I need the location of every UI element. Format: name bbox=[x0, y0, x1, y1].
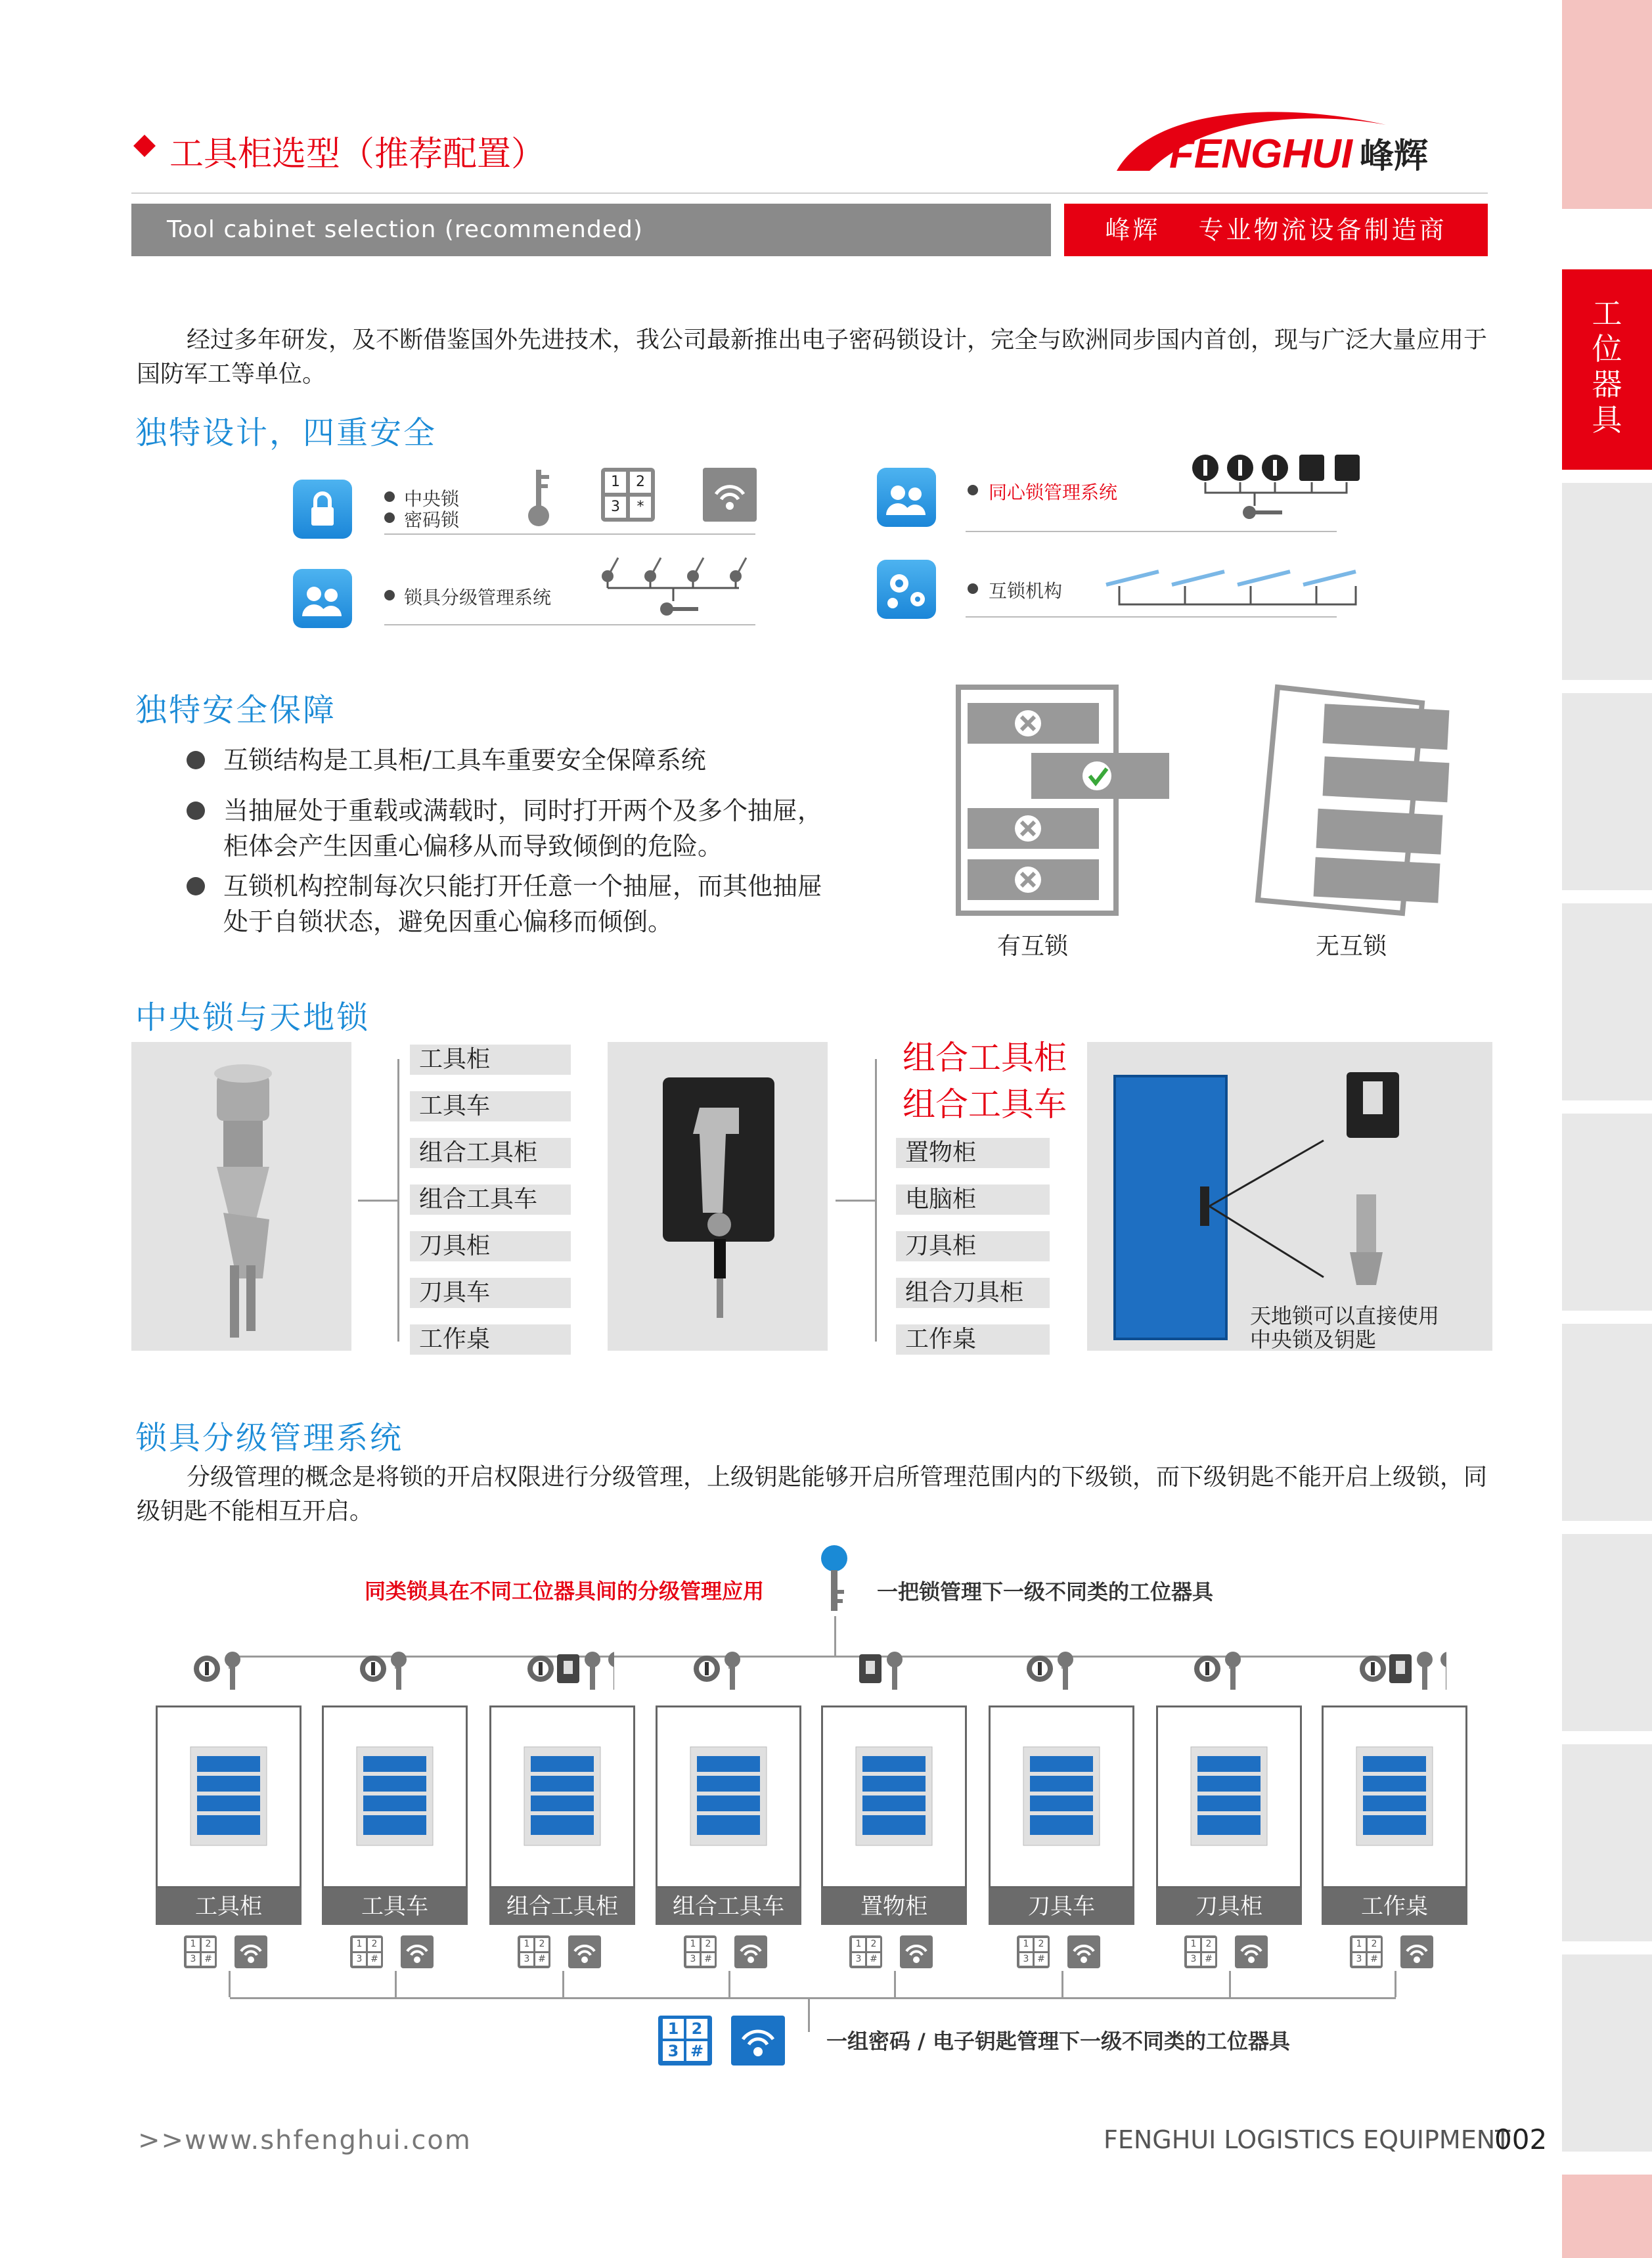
cabinet-card bbox=[489, 1705, 635, 1888]
lock-row-icon bbox=[1189, 452, 1366, 533]
list2-item: 置物柜 bbox=[896, 1138, 1050, 1168]
feature-underline bbox=[384, 533, 755, 535]
tree-connector bbox=[836, 1200, 876, 1202]
cabinet-card bbox=[322, 1705, 468, 1888]
master-wireless-icon bbox=[731, 2016, 785, 2066]
cabinet-keypad-icon: 1 2 3 # bbox=[350, 1935, 383, 1968]
safety-bullet-3: 互锁机构控制每次只能打开任意一个抽屉，而其他抽屉处于自锁状态，避免因重心偏移而倾倒。 bbox=[223, 872, 823, 936]
side-tab-6[interactable] bbox=[1562, 1324, 1652, 1521]
footer-url[interactable]: >>www.shfenghui.com bbox=[138, 2125, 472, 2156]
tree-rise bbox=[395, 1971, 397, 1997]
cabinet-image bbox=[158, 1707, 300, 1886]
list2-item: 工作桌 bbox=[896, 1324, 1050, 1355]
caption-with-interlock: 有互锁 bbox=[997, 933, 1069, 960]
feature-underline bbox=[966, 616, 1337, 618]
tree-connector bbox=[358, 1200, 399, 1202]
cabinet-image bbox=[324, 1707, 466, 1886]
list2-item: 刀具柜 bbox=[896, 1231, 1050, 1261]
bullet bbox=[968, 485, 978, 495]
hierarchy-top-note: 一把锁管理下一级不同类的工位器具 bbox=[877, 1579, 1214, 1604]
list2-item: 电脑柜 bbox=[896, 1185, 1050, 1215]
interlock-diagram bbox=[956, 683, 1192, 922]
bullet bbox=[968, 583, 978, 594]
list2-big-item: 组合工具车 bbox=[903, 1085, 1067, 1123]
list1-item: 组合工具柜 bbox=[410, 1138, 571, 1168]
management-feature-icon bbox=[293, 569, 352, 628]
bullet bbox=[384, 491, 395, 502]
cabinet-keypad-icon: 1 2 3 # bbox=[1017, 1935, 1050, 1968]
cabinet-wireless-icon bbox=[401, 1935, 434, 1968]
keypad-icon: 1 2 3 * bbox=[601, 468, 655, 522]
list1-item: 工作桌 bbox=[410, 1324, 571, 1355]
tree-rise bbox=[1395, 1971, 1396, 1997]
svg-text:峰辉: 峰辉 bbox=[1360, 137, 1429, 176]
safety-heading: 独特安全保障 bbox=[135, 692, 337, 729]
central-lock-photo bbox=[131, 1042, 351, 1351]
no-interlock-diagram bbox=[1251, 683, 1475, 922]
cabinet-wireless-icon bbox=[568, 1935, 601, 1968]
cabinet-image bbox=[1158, 1707, 1300, 1886]
hierarchy-red-title: 同类锁具在不同工位器具间的分级管理应用 bbox=[365, 1579, 765, 1604]
bullet bbox=[384, 512, 395, 523]
side-tab-7[interactable] bbox=[1562, 1534, 1652, 1731]
cabinet-wireless-icon bbox=[1400, 1935, 1433, 1968]
tree-rise bbox=[562, 1971, 564, 1997]
cabinet-lock-icons bbox=[854, 1642, 946, 1698]
cabinet-label: 组合工具柜 bbox=[489, 1888, 635, 1925]
cabinet-label: 工作桌 bbox=[1322, 1888, 1467, 1925]
cabinet-lock-icons bbox=[1021, 1642, 1113, 1698]
cabinet-wireless-icon bbox=[234, 1935, 267, 1968]
cabinet-card bbox=[656, 1705, 801, 1888]
tree-trunk-top bbox=[834, 1616, 836, 1656]
cabinet-wireless-icon bbox=[1067, 1935, 1100, 1968]
cabinet-keypad-icon: 1 2 3 # bbox=[684, 1935, 717, 1968]
tree-connector bbox=[875, 1059, 877, 1342]
cabinet-lock-icons bbox=[189, 1642, 280, 1698]
feature-label-interlock: 互锁机构 bbox=[989, 580, 1063, 602]
cabinet-keypad-icon: 1 2 3 # bbox=[1184, 1935, 1217, 1968]
safety-bullet-1: 互锁结构是工具柜/工具车重要安全保障系统 bbox=[223, 746, 706, 775]
list1-item: 组合工具车 bbox=[410, 1185, 571, 1215]
cabinet-card bbox=[1156, 1705, 1302, 1888]
bullet bbox=[187, 802, 205, 820]
footer-company: FENGHUI LOGISTICS EQUIPMENT bbox=[1104, 2125, 1511, 2154]
cabinet-keypad-icon: 1 2 3 # bbox=[849, 1935, 882, 1968]
side-tab-4[interactable] bbox=[1562, 903, 1652, 1100]
cam-lock-photo bbox=[608, 1042, 828, 1351]
cabinet-card bbox=[1322, 1705, 1467, 1888]
cabinet-keypad-icon: 1 2 3 # bbox=[184, 1935, 217, 1968]
feature-underline bbox=[384, 624, 755, 625]
bullet bbox=[187, 751, 205, 769]
cabinet-image bbox=[1324, 1707, 1465, 1886]
intro-paragraph: 经过多年研发，及不断借鉴国外先进技术，我公司最新推出电子密码锁设计，完全与欧洲同步国内首创，现与广泛大量应用于国防军工等单位。 bbox=[137, 327, 1488, 388]
cabinet-label: 组合工具车 bbox=[656, 1888, 801, 1925]
side-tab-active[interactable] bbox=[1562, 269, 1652, 470]
cabinet-wireless-icon bbox=[734, 1935, 767, 1968]
tree-bus-bottom bbox=[230, 1997, 1396, 1999]
caption-without-interlock: 无互锁 bbox=[1316, 933, 1387, 960]
interlock-feature-icon bbox=[877, 560, 936, 619]
title-diamond-icon bbox=[133, 135, 156, 157]
key-tree-icon bbox=[594, 549, 765, 623]
bullet bbox=[187, 877, 205, 895]
floor-lock-note: 天地锁可以直接使用中央锁及钥匙 bbox=[1250, 1303, 1440, 1352]
cabinet-lock-icons bbox=[1189, 1642, 1281, 1698]
list1-item: 工具柜 bbox=[410, 1045, 571, 1075]
cabinet-label: 工具柜 bbox=[156, 1888, 301, 1925]
brand-band: 峰辉 专业物流设备制造商 bbox=[1064, 204, 1488, 256]
cabinet-wireless-icon bbox=[1235, 1935, 1268, 1968]
side-tab-label: 工位器具 bbox=[1592, 296, 1622, 438]
cabinet-card bbox=[156, 1705, 301, 1888]
cabinet-label: 刀具车 bbox=[989, 1888, 1134, 1925]
tree-rise bbox=[894, 1971, 896, 1997]
bullet bbox=[384, 590, 395, 600]
cabinet-image bbox=[823, 1707, 965, 1886]
list2-big-item: 组合工具柜 bbox=[903, 1039, 1067, 1077]
master-key-icon bbox=[818, 1544, 851, 1619]
cabinet-lock-icons bbox=[688, 1642, 780, 1698]
cabinet-image bbox=[991, 1707, 1132, 1886]
hierarchy-heading: 锁具分级管理系统 bbox=[135, 1420, 404, 1456]
svg-text:FENGHUI: FENGHUI bbox=[1169, 131, 1352, 177]
list1-item: 刀具柜 bbox=[410, 1231, 571, 1261]
central-lock-heading: 中央锁与天地锁 bbox=[135, 999, 370, 1036]
hierarchy-bottom-note: 一组密码 / 电子钥匙管理下一级不同类的工位器具 bbox=[826, 2029, 1290, 2054]
side-tab-3[interactable] bbox=[1562, 693, 1652, 890]
side-tab-5[interactable] bbox=[1562, 1114, 1652, 1311]
tree-rise bbox=[1061, 1971, 1063, 1997]
tree-rise bbox=[229, 1971, 231, 1997]
cabinet-lock-icons bbox=[1354, 1642, 1446, 1698]
cabinet-keypad-icon: 1 2 3 # bbox=[518, 1935, 550, 1968]
safety-bullet-2: 当抽屉处于重载或满载时，同时打开两个及多个抽屉，柜体会产生因重心偏移从而导致倾倒的危险。 bbox=[223, 796, 823, 861]
master-keypad-icon: 1 2 3 # bbox=[658, 2016, 712, 2066]
concentric-feature-icon bbox=[877, 468, 936, 527]
feature-label-central-lock: 中央锁 bbox=[404, 488, 460, 510]
interlock-bars-icon bbox=[1104, 558, 1379, 614]
tree-rise bbox=[1229, 1971, 1231, 1997]
wireless-icon bbox=[703, 468, 757, 522]
side-tab-bottom bbox=[1562, 2175, 1652, 2258]
cabinet-label: 刀具柜 bbox=[1156, 1888, 1302, 1925]
lock-feature-icon bbox=[293, 480, 352, 539]
subtitle-band: Tool cabinet selection (recommended) bbox=[131, 204, 1051, 256]
feature-label-key-management: 锁具分级管理系统 bbox=[404, 587, 552, 608]
side-tab-2[interactable] bbox=[1562, 483, 1652, 680]
side-tab-9[interactable] bbox=[1562, 1954, 1652, 2152]
key-icon bbox=[522, 463, 555, 531]
list1-item: 刀具车 bbox=[410, 1278, 571, 1308]
side-tab-top bbox=[1562, 0, 1652, 209]
cabinet-card bbox=[821, 1705, 967, 1888]
side-tab-8[interactable] bbox=[1562, 1744, 1652, 1941]
cabinet-keypad-icon: 1 2 3 # bbox=[1350, 1935, 1383, 1968]
list2-item: 组合刀具柜 bbox=[896, 1278, 1050, 1308]
cabinet-wireless-icon bbox=[900, 1935, 933, 1968]
cabinet-lock-icons bbox=[355, 1642, 447, 1698]
cabinet-card bbox=[989, 1705, 1134, 1888]
cabinet-lock-icons bbox=[522, 1642, 614, 1698]
tree-connector bbox=[397, 1059, 399, 1342]
page-number: 002 bbox=[1494, 2123, 1548, 2156]
tree-trunk-bottom bbox=[808, 1999, 810, 2032]
fenghui-logo bbox=[1110, 99, 1452, 177]
page-title: 工具柜选型（推荐配置） bbox=[169, 135, 546, 174]
list1-item: 工具车 bbox=[410, 1091, 571, 1121]
cabinet-label: 置物柜 bbox=[821, 1888, 967, 1925]
feature-label-code-lock: 密码锁 bbox=[404, 509, 460, 531]
feature-label-concentric: 同心锁管理系统 bbox=[989, 482, 1118, 503]
cabinet-image bbox=[658, 1707, 799, 1886]
hierarchy-paragraph: 分级管理的概念是将锁的开启权限进行分级管理，上级钥匙能够开启所管理范围内的下级锁，而下级钥匙不能开启上级锁，同级钥匙不能相互开启。 bbox=[137, 1464, 1488, 1525]
tree-rise bbox=[728, 1971, 730, 1997]
cabinet-label: 工具车 bbox=[322, 1888, 468, 1925]
design-heading: 独特设计，四重安全 bbox=[135, 415, 437, 451]
header-divider bbox=[131, 192, 1488, 194]
cabinet-image bbox=[491, 1707, 633, 1886]
